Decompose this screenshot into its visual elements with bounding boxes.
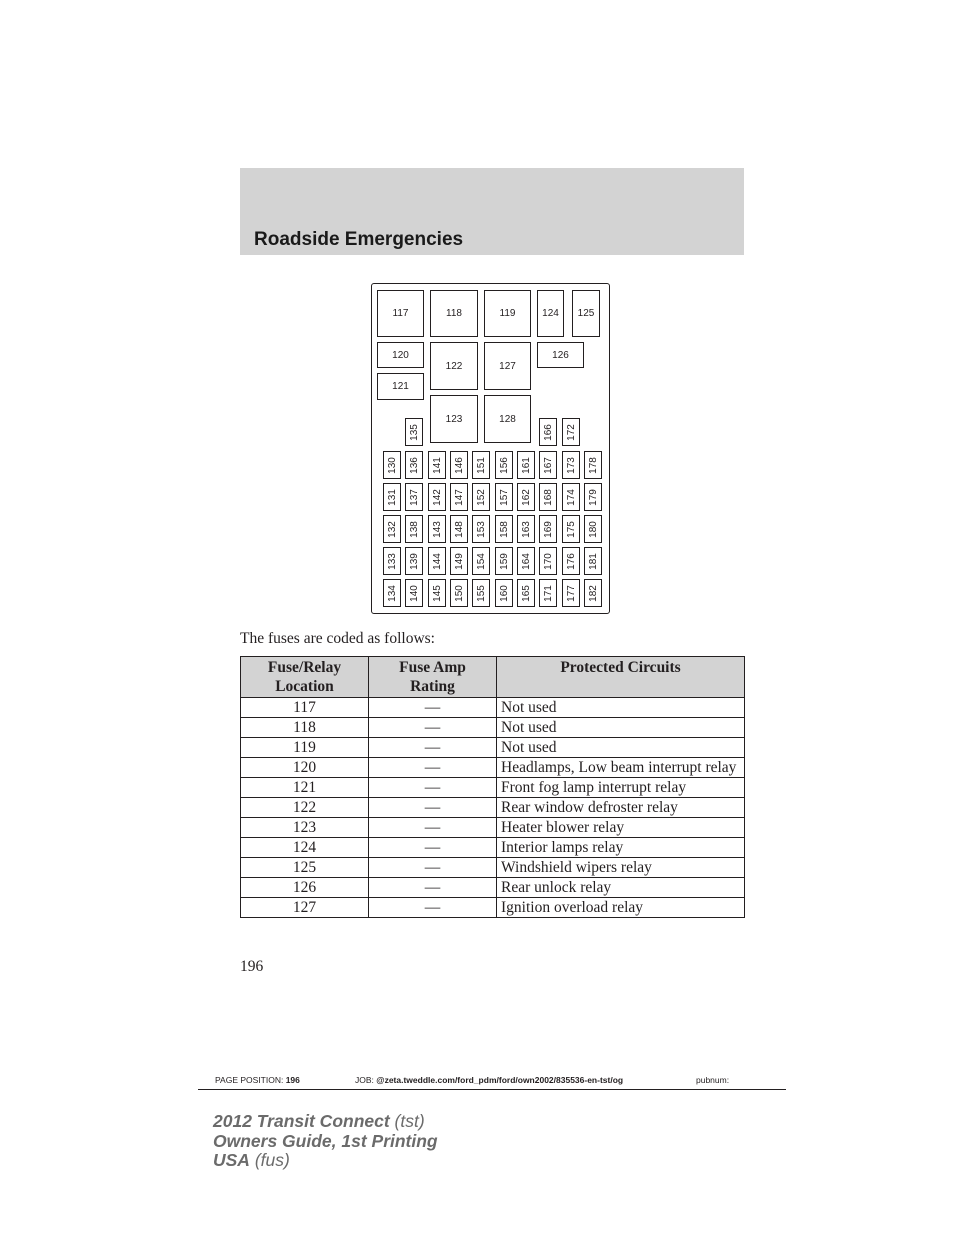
fuse-cell: 164 — [517, 547, 535, 575]
cell-location: 119 — [241, 738, 369, 758]
fuse-cell: 161 — [517, 451, 535, 479]
relay-cell: 117 — [377, 290, 424, 337]
fuse-cell: 165 — [517, 579, 535, 607]
fuse-cell: 135 — [405, 418, 423, 446]
table-row — [241, 718, 745, 738]
table-row — [241, 738, 745, 758]
edition-block — [213, 1112, 438, 1171]
table-row — [241, 778, 745, 798]
fuse-cell: 138 — [405, 515, 423, 543]
cell-location: 123 — [241, 818, 369, 838]
cell-amp-rating: — — [369, 738, 497, 758]
fuse-cell: 136 — [405, 451, 423, 479]
cell-location: 122 — [241, 798, 369, 818]
fuse-cell: 181 — [584, 547, 602, 575]
table-row — [241, 818, 745, 838]
cell-protected-circuit: Not used — [497, 718, 745, 738]
fuse-cell: 156 — [495, 451, 513, 479]
fuse-cell: 162 — [517, 483, 535, 511]
fuse-cell: 167 — [539, 451, 557, 479]
cell-amp-rating: — — [369, 858, 497, 878]
cell-protected-circuit: Ignition overload relay — [497, 898, 745, 918]
fuse-cell: 159 — [495, 547, 513, 575]
cell-protected-circuit: Not used — [497, 738, 745, 758]
table-row — [241, 758, 745, 778]
fuse-cell: 149 — [450, 547, 468, 575]
relay-cell: 124 — [537, 290, 564, 337]
cell-protected-circuit: Headlamps, Low beam interrupt relay — [497, 758, 745, 778]
cell-amp-rating: — — [369, 778, 497, 798]
fuse-cell: 157 — [495, 483, 513, 511]
cell-amp-rating: — — [369, 878, 497, 898]
fuse-cell: 182 — [584, 579, 602, 607]
fuse-cell: 140 — [405, 579, 423, 607]
edition-line-3: USA (fus) — [213, 1150, 290, 1170]
header-amp-rating: Fuse Amp Rating — [369, 657, 497, 698]
fuse-panel-diagram — [371, 283, 610, 614]
fuse-cell: 152 — [472, 483, 490, 511]
table-row — [241, 698, 745, 718]
fuse-cell: 168 — [539, 483, 557, 511]
cell-protected-circuit: Rear unlock relay — [497, 878, 745, 898]
fuse-cell: 144 — [428, 547, 446, 575]
fuse-cell: 130 — [383, 451, 401, 479]
cell-protected-circuit: Heater blower relay — [497, 818, 745, 838]
fuse-cell: 137 — [405, 483, 423, 511]
table-row — [241, 798, 745, 818]
table-row — [241, 838, 745, 858]
fuse-cell: 172 — [562, 418, 580, 446]
cell-location: 126 — [241, 878, 369, 898]
cell-location: 127 — [241, 898, 369, 918]
fuse-cell: 170 — [539, 547, 557, 575]
fuse-cell: 142 — [428, 483, 446, 511]
fuse-cell: 175 — [562, 515, 580, 543]
relay-cell: 126 — [537, 342, 584, 368]
fuse-cell: 163 — [517, 515, 535, 543]
fuse-cell: 143 — [428, 515, 446, 543]
fuse-cell: 176 — [562, 547, 580, 575]
fuse-cell: 134 — [383, 579, 401, 607]
cell-amp-rating: — — [369, 718, 497, 738]
cell-location: 125 — [241, 858, 369, 878]
fuse-cell: 158 — [495, 515, 513, 543]
relay-cell: 125 — [572, 290, 600, 337]
footer-divider — [198, 1089, 786, 1090]
edition-line-2: Owners Guide, 1st Printing — [213, 1130, 438, 1151]
fuse-cell: 160 — [495, 579, 513, 607]
section-header-band — [240, 168, 744, 255]
fuse-table — [240, 656, 745, 918]
fuse-cell: 180 — [584, 515, 602, 543]
cell-amp-rating: — — [369, 818, 497, 838]
fuse-cell: 178 — [584, 451, 602, 479]
cell-protected-circuit: Windshield wipers relay — [497, 858, 745, 878]
relay-cell: 123 — [430, 395, 478, 443]
fuse-cell: 148 — [450, 515, 468, 543]
cell-location: 118 — [241, 718, 369, 738]
cell-location: 120 — [241, 758, 369, 778]
cell-amp-rating: — — [369, 758, 497, 778]
fuse-cell: 166 — [539, 418, 557, 446]
fuse-cell: 151 — [472, 451, 490, 479]
fuse-cell: 169 — [539, 515, 557, 543]
fuse-cell: 179 — [584, 483, 602, 511]
cell-location: 121 — [241, 778, 369, 798]
relay-cell: 128 — [484, 395, 531, 443]
cell-amp-rating: — — [369, 898, 497, 918]
cell-protected-circuit: Interior lamps relay — [497, 838, 745, 858]
fuse-cell: 133 — [383, 547, 401, 575]
table-row — [241, 878, 745, 898]
table-row — [241, 898, 745, 918]
footer-job: JOB: @zeta.tweddle.com/ford_pdm/ford/own2002/835536-en-tst/og — [355, 1075, 624, 1085]
fuse-cell: 174 — [562, 483, 580, 511]
edition-line-1: 2012 Transit Connect (tst) — [213, 1111, 425, 1131]
intro-text: The fuses are coded as follows: — [240, 630, 435, 647]
fuse-cell: 132 — [383, 515, 401, 543]
fuse-cell: 171 — [539, 579, 557, 607]
fuse-cell: 146 — [450, 451, 468, 479]
fuse-cell: 139 — [405, 547, 423, 575]
fuse-cell: 153 — [472, 515, 490, 543]
header-location: Fuse/Relay Location — [241, 657, 369, 698]
cell-location: 117 — [241, 698, 369, 718]
fuse-cell: 150 — [450, 579, 468, 607]
fuse-cell: 155 — [472, 579, 490, 607]
cell-protected-circuit: Rear window defroster relay — [497, 798, 745, 818]
section-title: Roadside Emergencies — [254, 229, 464, 250]
relay-cell: 121 — [377, 373, 424, 400]
cell-amp-rating: — — [369, 838, 497, 858]
header-protected-circuits: Protected Circuits — [497, 657, 745, 698]
cell-protected-circuit: Not used — [497, 698, 745, 718]
fuse-cell: 145 — [428, 579, 446, 607]
table-header-row — [241, 657, 745, 698]
fuse-cell: 131 — [383, 483, 401, 511]
relay-cell: 127 — [484, 342, 531, 390]
fuse-cell: 177 — [562, 579, 580, 607]
relay-cell: 118 — [430, 290, 478, 337]
fuse-cell: 154 — [472, 547, 490, 575]
cell-amp-rating: — — [369, 798, 497, 818]
relay-cell: 120 — [377, 342, 424, 368]
cell-protected-circuit: Front fog lamp interrupt relay — [497, 778, 745, 798]
cell-amp-rating: — — [369, 698, 497, 718]
relay-cell: 122 — [430, 342, 478, 390]
footer-page-position: PAGE POSITION: 196 — [215, 1075, 300, 1085]
fuse-cell: 173 — [562, 451, 580, 479]
fuse-cell: 141 — [428, 451, 446, 479]
relay-cell: 119 — [484, 290, 531, 337]
footer-pubnum: pubnum: — [696, 1075, 730, 1085]
cell-location: 124 — [241, 838, 369, 858]
table-row — [241, 858, 745, 878]
fuse-cell: 147 — [450, 483, 468, 511]
page-number: 196 — [240, 958, 264, 975]
